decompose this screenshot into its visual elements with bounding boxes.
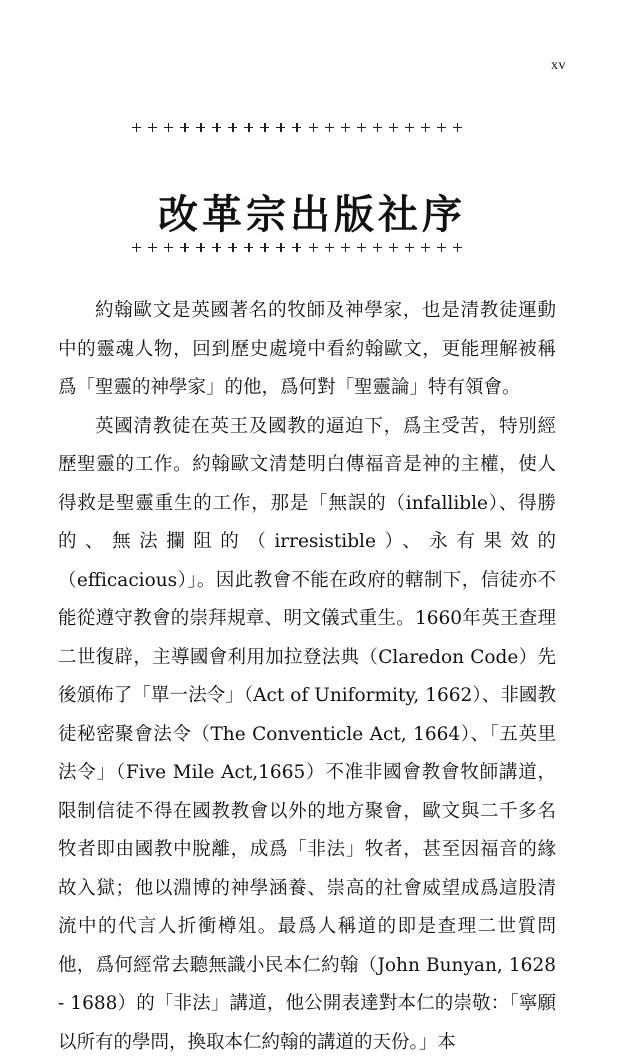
cross-ornament-icon [453,123,462,132]
cross-ornament-icon [421,123,430,132]
cross-ornament-icon [196,243,205,252]
cross-ornament-icon [405,123,414,132]
cross-ornament-icon [196,123,205,132]
cross-ornament-icon [148,123,157,132]
cross-ornament-icon [437,123,446,132]
cross-ornament-icon [405,243,414,252]
cross-ornament-icon [132,123,141,132]
cross-ornament-icon [244,243,253,252]
cross-ornament-icon [244,123,253,132]
cross-ornament-icon [357,243,366,252]
cross-ornament-icon [325,123,334,132]
cross-ornament-icon [373,243,382,252]
body-text [58,292,556,1062]
cross-ornament-icon [260,243,269,252]
ornament-divider-bottom [132,240,462,254]
cross-ornament-icon [341,123,350,132]
cross-ornament-icon [276,243,285,252]
cross-ornament-icon [260,123,269,132]
cross-ornament-icon [341,243,350,252]
cross-ornament-icon [132,243,141,252]
page-title: 改革宗出版社序 [0,185,624,245]
cross-ornament-icon [164,123,173,132]
ornament-divider-top [132,120,462,134]
cross-ornament-icon [309,243,318,252]
paragraph-2: 英國清教徒在英王及國教的逼迫下，爲主受苦，特別經歷聖靈的工作。約翰歐文清楚明白傳福音是神的主權，使人得救是聖靈重生的工作，那是「無誤的（infallible）、得勝的、無法攔阻的（irresistible）、永有果效的（efficacious）」。因此教會不能在政府的轄制下，信徒亦不能從遵守教會的崇拜規章、明文儀式重生。1660年英王查理二世復辟，主導國會利用加拉登法典（Claredon Code）先後頒佈了「單一法令」（Act of Uniformity, 1662）、非國教徒秘密聚會法令（The Conventicle Act, 1664）、「五英里法令」（Five Mile Act,1665）不准非國會教會牧師講道，限制信徒不得在國教教會以外的地方聚會，歐文與二千多名牧者即由國教中脫離，成爲「非法」牧者，甚至因福音的緣故入獄；他以淵博的神學涵養、崇高的社會威望成爲這股清流中的代言人折衝樽俎。最爲人稱道的即是查理二世質問他，爲何經常去聽無識小民本仁約翰（John Bunyan, 1628 - 1688）的「非法」講道，他公開表達對本仁的崇敬：「寧願以所有的學問，換取本仁約翰的講道的天份。」本 [58,408,556,1062]
cross-ornament-icon [421,243,430,252]
cross-ornament-icon [228,243,237,252]
cross-ornament-icon [292,243,301,252]
cross-ornament-icon [453,243,462,252]
cross-ornament-icon [357,123,366,132]
cross-ornament-icon [373,123,382,132]
cross-ornament-icon [212,243,221,252]
cross-ornament-icon [389,243,398,252]
cross-ornament-icon [180,243,189,252]
cross-ornament-icon [276,123,285,132]
cross-ornament-icon [292,123,301,132]
cross-ornament-icon [325,243,334,252]
cross-ornament-icon [148,243,157,252]
cross-ornament-icon [437,243,446,252]
cross-ornament-icon [212,123,221,132]
cross-ornament-icon [164,243,173,252]
cross-ornament-icon [389,123,398,132]
cross-ornament-icon [180,123,189,132]
paragraph-1: 約翰歐文是英國著名的牧師及神學家，也是清教徒運動中的靈魂人物，回到歷史處境中看約翰歐文，更能理解被稱爲「聖靈的神學家」的他，爲何對「聖靈論」特有領會。 [58,292,556,408]
cross-ornament-icon [309,123,318,132]
page-number: xv [551,58,566,74]
cross-ornament-icon [228,123,237,132]
